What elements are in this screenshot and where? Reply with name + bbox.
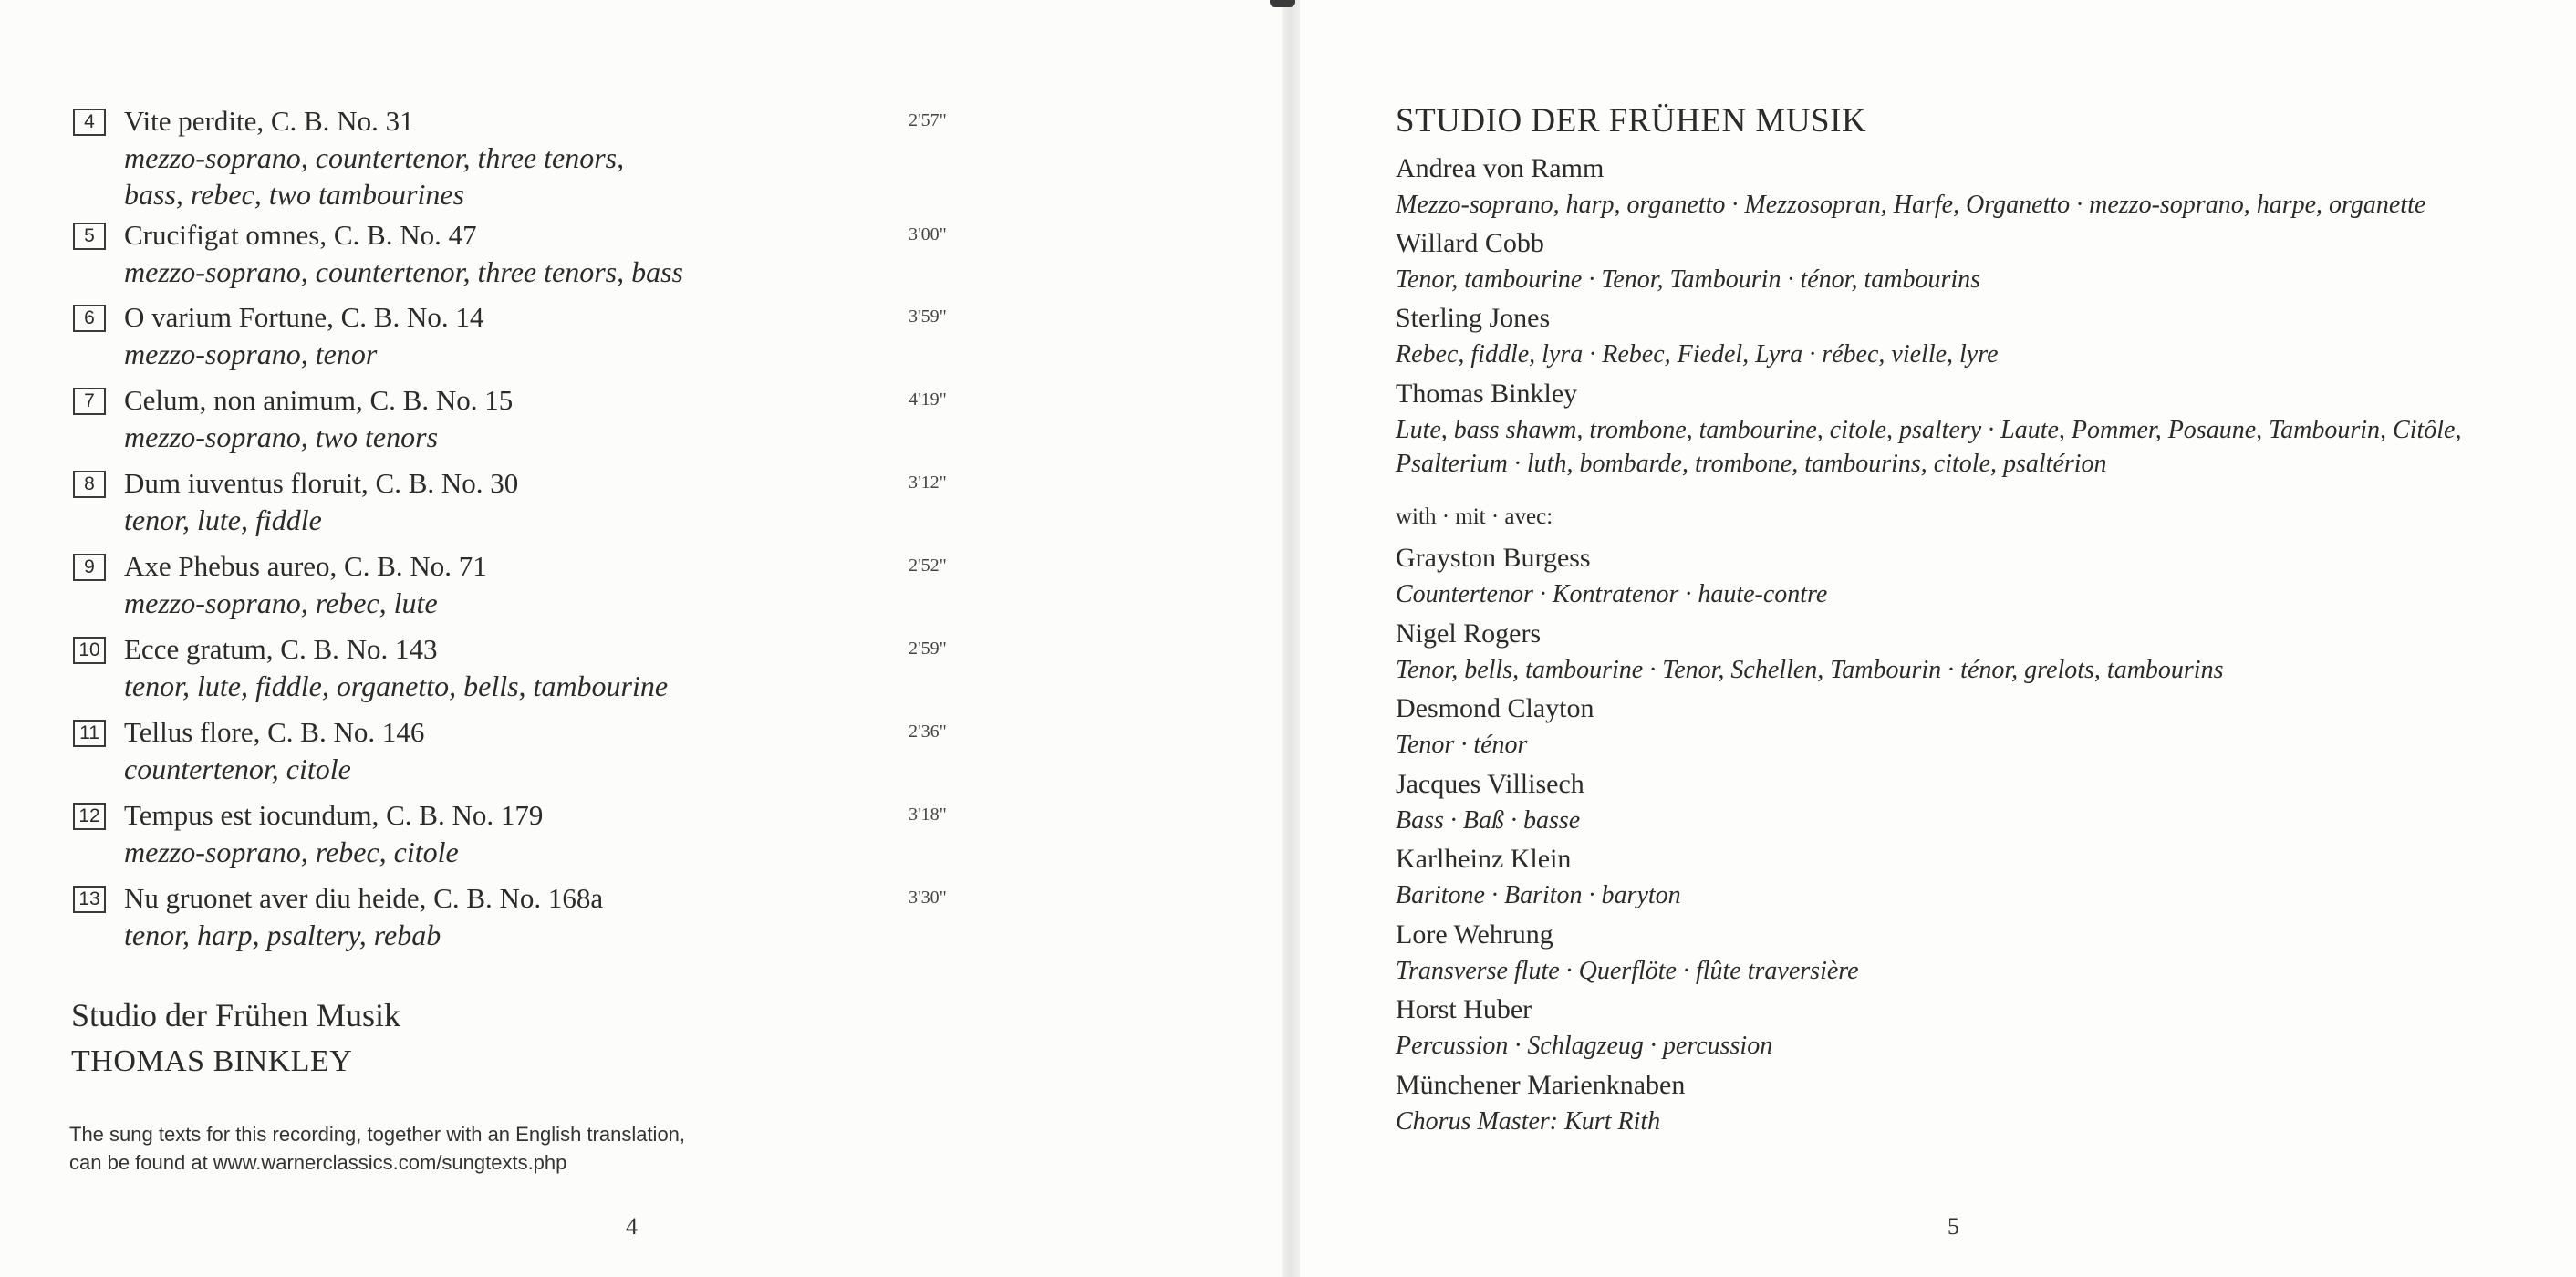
track-title: Axe Phebus aureo, C. B. No. 71 [124, 550, 487, 582]
track-number: 8 [73, 471, 106, 498]
track-performers: bass, rebec, two tambourines [124, 178, 465, 211]
track-performers: mezzo-soprano, countertenor, three tenors, bass [124, 255, 683, 288]
member-name: Andrea von Ramm [1396, 153, 1605, 183]
guest-role: Chorus Master: Kurt Rith [1396, 1107, 1661, 1136]
track-duration: 2'52" [909, 555, 947, 576]
guest-role: Transverse flute · Querflöte · flûte traversière [1396, 957, 1859, 985]
member-role: Psalterium · luth, bombarde, trombone, tambourins, citole, psaltérion [1396, 450, 2107, 478]
member-name: Thomas Binkley [1396, 379, 1578, 409]
ensemble-name: Studio der Frühen Musik [71, 997, 401, 1033]
ensemble-heading: STUDIO DER FRÜHEN MUSIK [1396, 102, 1867, 140]
guest-role: Tenor, bells, tambourine · Tenor, Schellen, Tambourin · ténor, grelots, tambourins [1396, 656, 2224, 684]
note-line: can be found at www.warnerclassics.com/sungtexts.php [69, 1151, 567, 1174]
track-duration: 2'36" [909, 722, 947, 742]
track-number: 5 [73, 223, 106, 250]
guest-role: Percussion · Schlagzeug · percussion [1396, 1032, 1773, 1060]
track-duration: 3'00" [909, 224, 947, 244]
track-performers: tenor, lute, fiddle [124, 504, 322, 536]
guest-name: Karlheinz Klein [1396, 844, 1572, 874]
track-performers: mezzo-soprano, rebec, citole [124, 836, 459, 868]
track-number: 4 [73, 109, 106, 136]
track-performers: mezzo-soprano, two tenors [124, 420, 439, 453]
guest-name: Münchener Marienknaben [1396, 1070, 1686, 1100]
track-title: Vite perdite, C. B. No. 31 [124, 105, 414, 137]
member-name: Sterling Jones [1396, 303, 1551, 333]
track-number: 9 [73, 554, 106, 581]
page-number-right: 5 [1948, 1213, 1959, 1240]
track-number: 7 [73, 388, 106, 415]
guest-name: Nigel Rogers [1396, 618, 1542, 649]
member-role: Mezzo-soprano, harp, organetto · Mezzosopran, Harfe, Organetto · mezzo-soprano, harpe, organette [1396, 191, 2426, 219]
guest-name: Desmond Clayton [1396, 693, 1594, 723]
track-title: Crucifigat omnes, C. B. No. 47 [124, 219, 477, 251]
track-title: O varium Fortune, C. B. No. 14 [124, 301, 484, 333]
note-line: The sung texts for this recording, together with an English translation, [69, 1123, 686, 1146]
track-performers: mezzo-soprano, rebec, lute [124, 587, 438, 619]
track-title: Celum, non animum, C. B. No. 15 [124, 384, 514, 416]
track-duration: 3'18" [909, 805, 947, 825]
binding-mark [1270, 0, 1295, 7]
track-title: Tempus est iocundum, C. B. No. 179 [124, 799, 544, 831]
guest-name: Grayston Burgess [1396, 543, 1591, 573]
track-number: 11 [73, 720, 106, 747]
guest-role: Bass · Baß · basse [1396, 806, 1581, 835]
track-duration: 2'57" [909, 110, 947, 130]
conductor-name: THOMAS BINKLEY [71, 1044, 353, 1078]
guest-name: Horst Huber [1396, 994, 1532, 1024]
track-performers: countertenor, citole [124, 753, 351, 785]
track-number: 13 [73, 886, 106, 913]
page-number-left: 4 [626, 1213, 638, 1240]
track-duration: 3'12" [909, 472, 947, 493]
guest-role: Baritone · Bariton · baryton [1396, 881, 1681, 909]
book-gutter [1282, 0, 1300, 1277]
track-title: Nu gruonet aver diu heide, C. B. No. 168a [124, 882, 604, 914]
member-name: Willard Cobb [1396, 228, 1544, 258]
track-performers: tenor, lute, fiddle, organetto, bells, tambourine [124, 670, 669, 702]
track-duration: 4'19" [909, 389, 947, 410]
track-number: 6 [73, 305, 106, 332]
track-number: 10 [73, 637, 106, 664]
track-title: Tellus flore, C. B. No. 146 [124, 716, 425, 748]
member-role: Rebec, fiddle, lyra · Rebec, Fiedel, Lyra · rébec, vielle, lyre [1396, 340, 1999, 369]
guest-name: Lore Wehrung [1396, 919, 1553, 950]
member-role: Lute, bass shawm, trombone, tambourine, citole, psaltery · Laute, Pommer, Posaune, Tambourin, Citôle, [1396, 416, 2462, 444]
sung-texts-note [69, 1120, 685, 1177]
track-performers: tenor, harp, psaltery, rebab [124, 919, 441, 951]
member-role: Tenor, tambourine · Tenor, Tambourin · ténor, tambourins [1396, 265, 1981, 294]
track-duration: 2'59" [909, 638, 947, 659]
guest-role: Countertenor · Kontratenor · haute-contre [1396, 580, 1828, 608]
track-duration: 3'30" [909, 888, 947, 908]
guest-name: Jacques Villisech [1396, 769, 1584, 799]
track-performers: mezzo-soprano, countertenor, three tenors, [124, 141, 625, 174]
track-duration: 3'59" [909, 306, 947, 327]
track-performers: mezzo-soprano, tenor [124, 337, 378, 370]
track-title: Ecce gratum, C. B. No. 143 [124, 633, 438, 665]
guest-role: Tenor · ténor [1396, 731, 1528, 759]
with-label: with · mit · avec: [1396, 504, 1553, 529]
track-number: 12 [73, 803, 106, 830]
track-title: Dum iuventus floruit, C. B. No. 30 [124, 467, 519, 499]
